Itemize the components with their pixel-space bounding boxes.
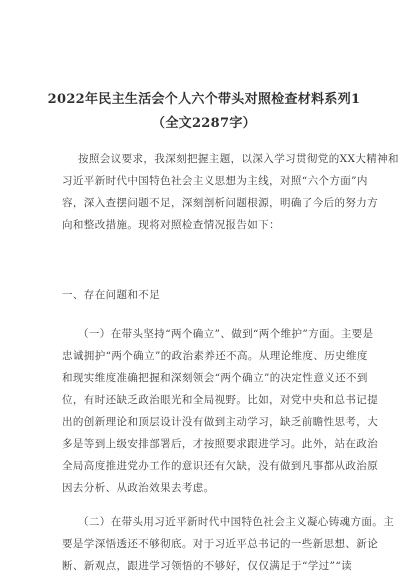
item2-line: 断、新观点，跟进学习领悟的不够好，仅仅满足于“学过”“读 — [62, 560, 352, 572]
intro-line: 容，深入查摆问题不足，深刻剖析问题根源，明确了今后的努力方 — [62, 197, 379, 209]
intro-line: 向和整改措施。现将对照检查情况报告如下： — [62, 219, 280, 231]
document-subtitle: （全文2287字） — [152, 116, 256, 131]
intro-line: 按照会议要求，我深刻把握主题，以深入学习贯彻党的XX大精神和 — [78, 153, 399, 165]
item1-line: 因去分析、从政治效果去考虑。 — [62, 482, 215, 494]
intro-line: 习近平新时代中国特色社会主义思想为主线，对照“六个方面”内 — [62, 175, 368, 187]
item2-line: 要是学深悟透还不够彻底。对于习近平总书记的一些新思想、新论 — [62, 538, 379, 550]
item1-line: 出的创新理论和顶层设计没有做到主动学习，缺乏前瞻性思考，大 — [62, 416, 379, 428]
item1-line: 忠诚拥护“两个确立”的政治素养还不高。从理论维度、历史维度 — [62, 350, 368, 362]
item1-line: 位，有时还缺乏政治眼光和全局视野。比如，对党中央和总书记提 — [62, 394, 379, 406]
item2-line: （二）在带头用习近平新时代中国特色社会主义凝心铸魂方面。主 — [78, 516, 395, 528]
document-title: 2022年民主生活会个人六个带头对照检查材料系列1 — [47, 92, 361, 107]
item1-line: 多是等到上级安排部署后，才按照要求跟进学习。此外，站在政治 — [62, 438, 379, 450]
section-heading: 一、存在问题和不足 — [62, 289, 161, 301]
item1-line: （一）在带头坚持“两个确立”、做到“两个维护”方面。主要是 — [78, 328, 374, 340]
item1-line: 和现实维度准确把握和深刻领会“两个确立”的决定性意义还不到 — [62, 372, 368, 384]
item1-line: 全局高度推进党办工作的意识还有欠缺，没有做到凡事都从政治原 — [62, 460, 379, 472]
